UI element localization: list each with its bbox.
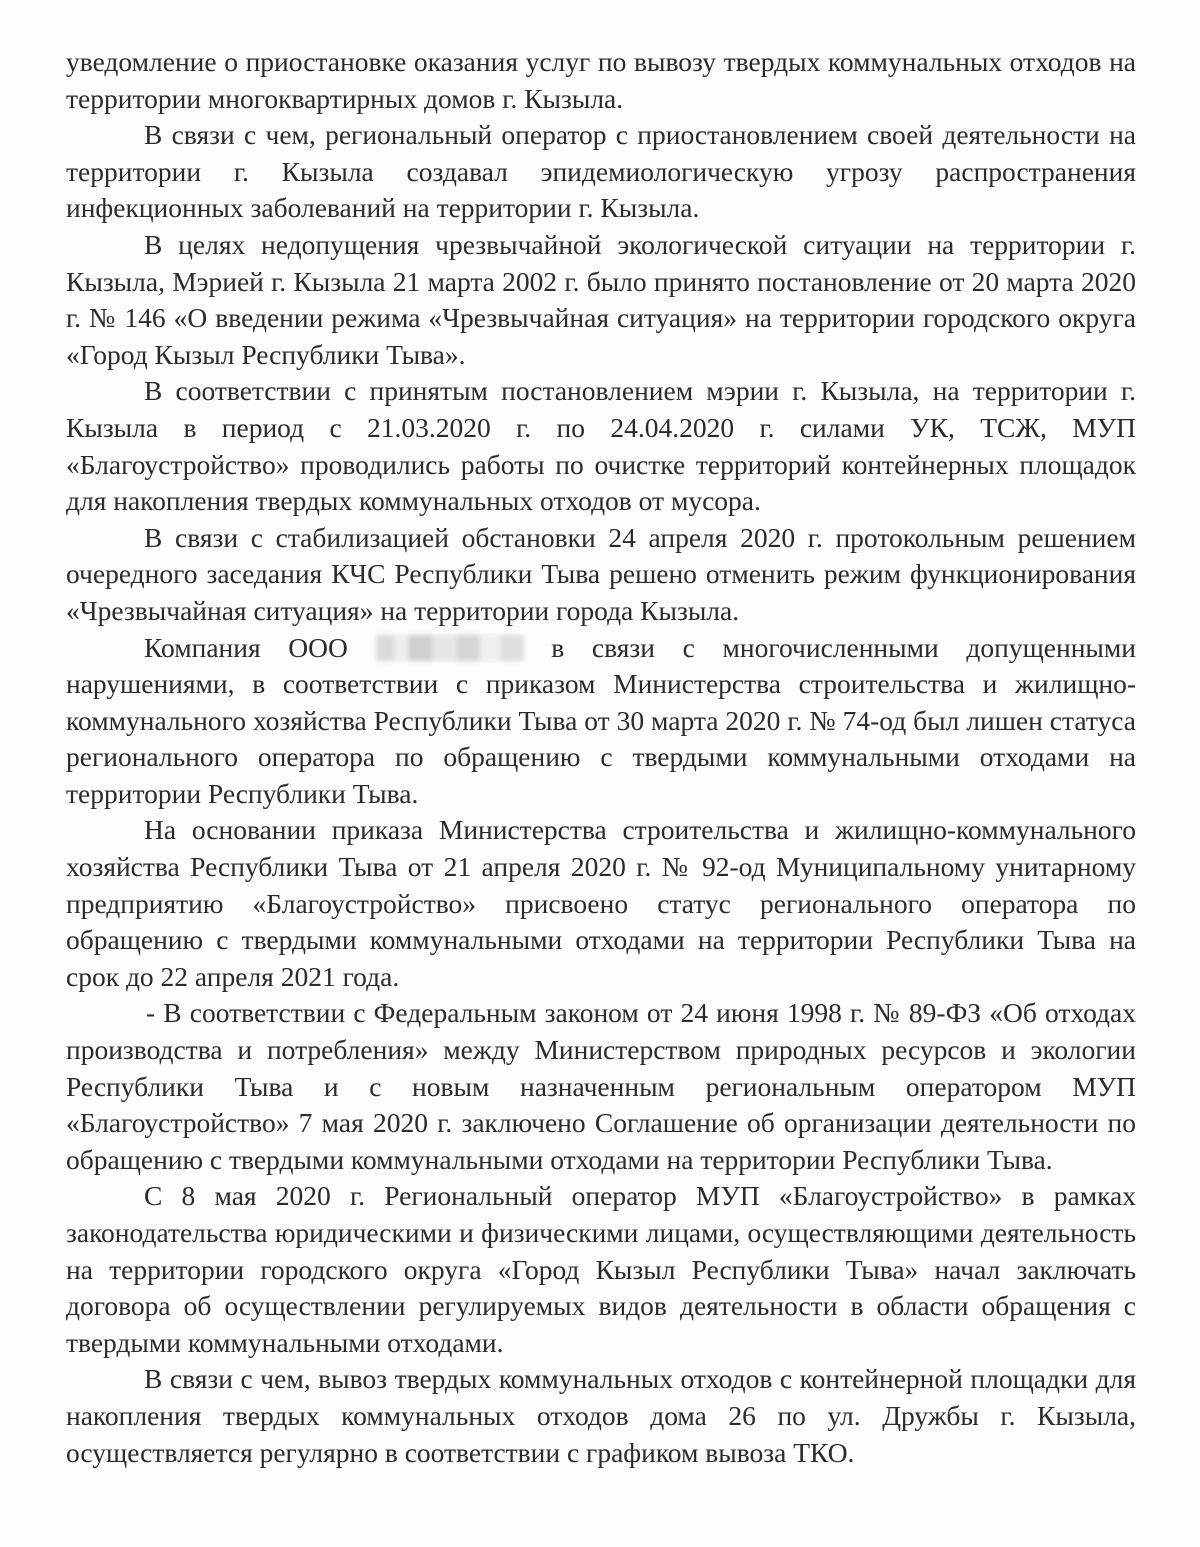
paragraph-contracts-started: С 8 мая 2020 г. Региональный оператор МУП «Благоустройство» в рамках законодательства юридическими и физическими лицами, осуществляющими деятельность на территории городского округа «Город Кызыл Республики Тыва» начал заключать договора об осуществлении регулируемых видов деятельности в области обращения с твердыми коммунальными отходами. xyxy=(66,1180,1136,1358)
redacted-company-name xyxy=(376,635,524,661)
paragraph-regular-removal: В связи с чем, вывоз твердых коммунальных отходов с контейнерной площадки для накопления твердых коммунальных отходов дома 26 по ул. Дружбы г. Кызыла, осуществляется регулярно в соответствии с графиком вывоза ТКО. xyxy=(66,1363,1136,1468)
paragraph-new-operator-status: На основании приказа Министерства строительства и жилищно-коммунального хозяйства Республики Тыва от 21 апреля 2020 г. № 92-од Муниципальному унитарному предприятию «Благоустройство» присвоено статус регионального оператора по обращению с твердыми коммунальными отходами на территории Республики Тыва на срок до 22 апреля 2021 года. xyxy=(66,814,1136,992)
paragraph-cleanup-works: В соответствии с принятым постановлением мэрии г. Кызыла, на территории г. Кызыла в период с 21.03.2020 г. по 24.04.2020 г. силами УК, ТСЖ, МУП «Благоустройство» проводились работы по очистке территорий контейнерных площадок для накопления твердых коммунальных отходов от мусора. xyxy=(66,375,1136,517)
company-prefix-text: Компания ООО xyxy=(144,631,348,663)
paragraph-emergency-resolution: В целях недопущения чрезвычайной экологической ситуации на территории г. Кызыла, Мэрией г. Кызыла 21 марта 2002 г. было принято постановление от 20 марта 2020 г. № 146 «О введении режима «Чрезвычайная ситуация» на территории городского округа «Город Кызыл Республики Тыва». xyxy=(66,228,1136,370)
paragraph-notice-suspension: уведомление о приостановке оказания услуг по вывозу твердых коммунальных отходов на территории многоквартирных домов г. Кызыла. xyxy=(66,46,1136,114)
paragraph-emergency-cancelled: В связи с стабилизацией обстановки 24 апреля 2020 г. протокольным решением очередного заседания КЧС Республики Тыва решено отменить режим функционирования «Чрезвычайная ситуация» на территории города Кызыла. xyxy=(66,521,1136,626)
paragraph-federal-law-agreement: - В соответствии с Федеральным законом от 24 июня 1998 г. № 89-ФЗ «Об отходах производства и потребления» между Министерством природных ресурсов и экологии Республики Тыва и с новым назначенным региональным оператором МУП «Благоустройство» 7 мая 2020 г. заключено Соглашение об организации деятельности по обращению с твердыми коммунальными отходами на территории Республики Тыва. xyxy=(66,997,1136,1175)
status-revoked-text: в связи с многочисленными допущенными нарушениями, в соответствии с приказом Министерства строительства и жилищно-коммунального хозяйства Республики Тыва от 30 марта 2020 г. № 74-од был лишен статуса регионального оператора по обращению с твердыми коммунальными отходами на территории Республики Тыва. xyxy=(66,631,1137,809)
paragraph-epidemiological-threat: В связи с чем, региональный оператор с приостановлением своей деятельности на территории г. Кызыла создавал эпидемиологическую угрозу распространения инфекционных заболеваний на территории г. Кызыла. xyxy=(66,119,1136,224)
paragraph-status-revoked xyxy=(66,630,1136,813)
